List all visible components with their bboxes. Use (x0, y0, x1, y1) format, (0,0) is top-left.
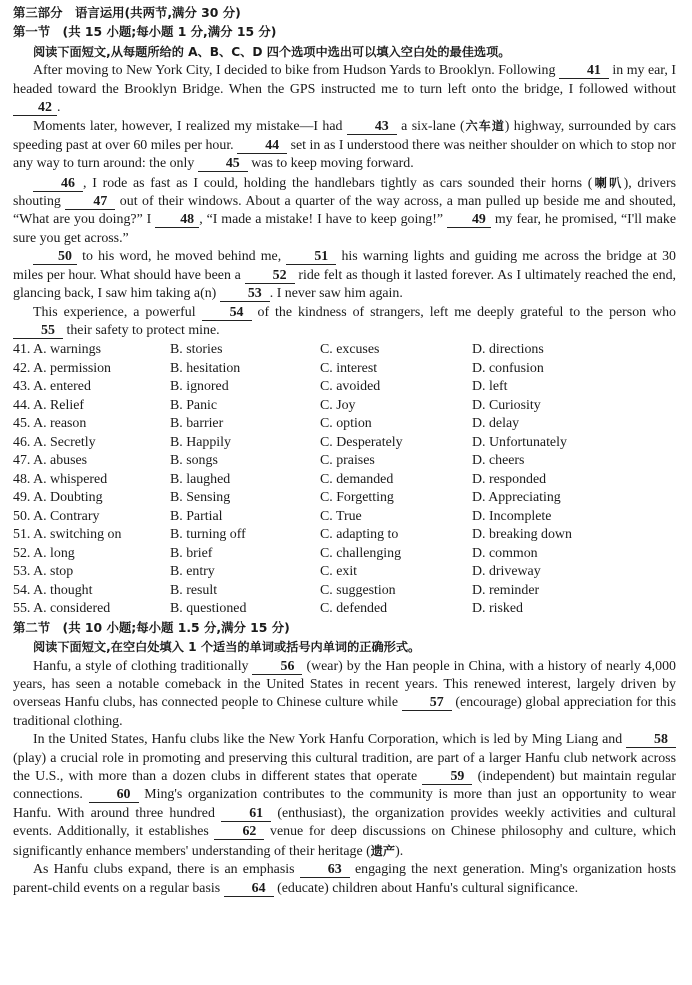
option-row (13, 452, 673, 471)
text: Ming's organization contributes to the community is more than just an opportunity to wear Hanfu. With around three hundred (13, 787, 677, 821)
option-53-c[interactable]: C. exit (320, 564, 358, 580)
option-45-b[interactable]: B. barrier (170, 416, 224, 432)
gloss-text: 遗产 (370, 843, 396, 858)
option-row (13, 526, 673, 545)
blank-48[interactable]: 48 (155, 212, 199, 228)
text: , “I made a mistake! I have to keep going!” (199, 212, 447, 228)
blank-51[interactable]: 51 (286, 249, 336, 265)
blank-41[interactable]: 41 (559, 63, 609, 79)
option-42-a[interactable]: 42. A. permission (13, 360, 112, 376)
text: Moments later, however, I realized my mistake—I had (33, 119, 347, 135)
blank-54[interactable]: 54 (202, 305, 252, 321)
option-54-d[interactable]: D. reminder (472, 582, 540, 598)
passage1-paragraph-5 (13, 304, 676, 341)
option-43-c[interactable]: C. avoided (320, 379, 381, 395)
option-47-a[interactable]: 47. A. abuses (13, 453, 88, 469)
option-row (13, 582, 673, 601)
text: out of their windows. About a quarter of the way across, a man pulled up beside me and shouted, “What are you doing?” I (13, 194, 676, 228)
text: was to keep moving forward. (247, 156, 414, 172)
option-44-b[interactable]: B. Panic (170, 397, 218, 413)
option-53-a[interactable]: 53. A. stop (13, 564, 74, 580)
blank-64[interactable]: 64 (224, 881, 274, 897)
option-row (13, 471, 673, 490)
option-55-b[interactable]: B. questioned (170, 601, 247, 617)
option-45-d[interactable]: D. delay (472, 416, 520, 432)
text: my fear, he promised, “I'll make sure you get across.” (13, 212, 676, 246)
gloss-text: 六车道 (464, 119, 505, 134)
passage2-paragraph-1 (13, 658, 676, 732)
option-44-d[interactable]: D. Curiosity (472, 397, 541, 413)
option-row (13, 360, 673, 379)
text: (play) a crucial role in promoting and preserving this cultural tradition, are part of a larger Hanfu club network across the U.S., with more than a dozen clubs in different states that operate (13, 750, 676, 785)
text: a six-lane ( (396, 119, 465, 135)
option-46-d[interactable]: D. Unfortunately (472, 434, 567, 450)
text: , I rode as fast as I could, holding the handlebars tightly as cars sounded their horns ( (83, 175, 593, 191)
option-52-d[interactable]: D. common (472, 545, 538, 561)
blank-44[interactable]: 44 (237, 138, 287, 154)
option-48-c[interactable]: C. demanded (320, 471, 394, 487)
option-50-d[interactable]: D. Incomplete (472, 508, 552, 524)
section1-instructions (13, 43, 676, 62)
option-row (13, 563, 673, 582)
blank-60[interactable]: 60 (89, 787, 139, 803)
options-table (13, 341, 673, 619)
option-row (13, 378, 673, 397)
text: his warning lights and guiding me across the bridge at 30 miles per hour. What should have been a (13, 249, 676, 283)
option-47-c[interactable]: C. praises (320, 453, 375, 469)
option-53-b[interactable]: B. entry (170, 564, 215, 580)
option-49-c[interactable]: C. Forgetting (320, 490, 394, 506)
section2-instructions (13, 638, 676, 657)
option-row (13, 600, 673, 619)
option-55-c[interactable]: C. defended (320, 601, 388, 617)
section2-instructions-text: 阅读下面短文,在空白处填入 1 个适当的单词或括号内单词的正确形式。 (33, 640, 421, 655)
text: ). (395, 843, 404, 859)
blank-58[interactable]: 58 (626, 732, 676, 748)
text: set in as I understood there was neither shoulder on which to stop nor any way to turn around: the only (13, 137, 676, 172)
option-row (13, 489, 673, 508)
option-41-a[interactable]: 41. A. warnings (13, 342, 101, 358)
text: Hanfu, a style of clothing traditionally (33, 658, 253, 674)
option-47-b[interactable]: B. songs (170, 453, 218, 469)
option-row (13, 397, 673, 416)
blank-49[interactable]: 49 (447, 212, 491, 228)
option-row (13, 415, 673, 434)
option-49-d[interactable]: D. Appreciating (472, 490, 561, 506)
option-52-a[interactable]: 52. A. long (13, 545, 75, 561)
text: . (57, 100, 61, 116)
option-row (13, 508, 673, 527)
option-49-b[interactable]: B. Sensing (170, 490, 231, 506)
option-48-d[interactable]: D. responded (472, 471, 547, 487)
options-table-body (13, 341, 673, 619)
option-54-a[interactable]: 54. A. thought (13, 582, 93, 598)
text: (independent) but maintain regular connections. (13, 769, 677, 803)
text: ride felt as though it lasted forever. As I ultimately reached the end, glancing back, I saw him taking a(n) (13, 267, 676, 302)
option-41-d[interactable]: D. directions (472, 342, 544, 358)
option-52-c[interactable]: C. challenging (320, 545, 402, 561)
part-title (13, 4, 676, 23)
option-42-b[interactable]: B. hesitation (170, 360, 241, 376)
option-row (13, 545, 673, 564)
text: As Hanfu clubs expand, there is an emphasis (33, 862, 300, 878)
option-41-c[interactable]: C. excuses (320, 342, 380, 358)
passage1-paragraph-3 (13, 174, 676, 249)
text: After moving to New York City, I decided to bike from Hudson Yards to Brooklyn. Following (33, 63, 559, 79)
option-51-c[interactable]: C. adapting to (320, 527, 399, 543)
option-48-a[interactable]: 48. A. whispered (13, 471, 108, 487)
option-50-a[interactable]: 50. A. Contrary (13, 508, 100, 524)
passage1-paragraph-2 (13, 117, 676, 173)
text: ), drivers shouting (13, 175, 676, 210)
option-row (13, 434, 673, 453)
blank-45[interactable]: 45 (198, 156, 248, 172)
option-49-a[interactable]: 49. A. Doubting (13, 490, 103, 506)
option-53-d[interactable]: D. driveway (472, 564, 541, 580)
text: their safety to protect mine. (63, 322, 220, 338)
passage2-paragraph-3 (13, 861, 676, 898)
blank-42[interactable]: 42 (13, 100, 57, 116)
blank-53[interactable]: 53 (220, 286, 270, 302)
section1-header (13, 23, 676, 42)
option-46-c[interactable]: C. Desperately (320, 434, 403, 450)
passage2-paragraph-2 (13, 731, 676, 861)
option-43-b[interactable]: B. ignored (170, 379, 229, 395)
option-43-d[interactable]: D. left (472, 379, 508, 395)
section2-header (13, 619, 676, 638)
text: (enthusiast), the organization provides weekly activities and cultural events. Additionally, it establishes (13, 805, 676, 840)
option-46-a[interactable]: 46. A. Secretly (13, 434, 96, 450)
text: (encourage) global appreciation for this traditional clothing. (13, 695, 676, 729)
option-50-c[interactable]: C. True (320, 508, 362, 524)
option-45-a[interactable]: 45. A. reason (13, 416, 87, 432)
blank-55[interactable]: 55 (13, 323, 63, 339)
section2-header-text: 第二节 (共 10 小题;每小题 1.5 分,满分 15 分) (13, 619, 290, 635)
blank-63[interactable]: 63 (300, 862, 350, 878)
option-50-b[interactable]: B. Partial (170, 508, 223, 524)
section1-header-text: 第一节 (共 15 小题;每小题 1 分,满分 15 分) (13, 24, 277, 40)
text: to his word, he moved behind me, (77, 249, 287, 265)
option-51-a[interactable]: 51. A. switching on (13, 527, 122, 543)
blank-56[interactable]: 56 (252, 659, 302, 675)
option-44-a[interactable]: 44. A. Relief (13, 397, 84, 413)
text: . I never saw him again. (269, 286, 403, 302)
option-42-c[interactable]: C. interest (320, 360, 378, 376)
text: in my ear, I headed toward the Brooklyn Bridge. When the GPS instructed me to turn left onto the bridge, I followed without (13, 63, 676, 97)
option-43-a[interactable]: 43. A. entered (13, 379, 91, 395)
text: (wear) by the Han people in China, with a history of nearly 4,000 years, has seen a notable comeback in the United States in recent years. This renewed interest, largely driven by overseas Hanfu clubs, has connected people to Chinese culture while (13, 658, 676, 711)
option-55-a[interactable]: 55. A. considered (13, 601, 111, 617)
option-54-b[interactable]: B. result (170, 582, 218, 598)
blank-47[interactable]: 47 (65, 194, 115, 210)
passage1-paragraph-1 (13, 62, 676, 117)
option-55-d[interactable]: D. risked (472, 601, 523, 617)
text: of the kindness of strangers, left me deeply grateful to the person who (251, 304, 676, 320)
option-45-c[interactable]: C. option (320, 416, 372, 432)
section1-instructions-text: 阅读下面短文,从每题所给的 A、B、C、D 四个选项中选出可以填入空白处的最佳选项。 (33, 44, 511, 59)
option-51-d[interactable]: D. breaking down (472, 527, 572, 543)
option-51-b[interactable]: B. turning off (170, 527, 246, 543)
blank-62[interactable]: 62 (214, 824, 264, 840)
option-47-d[interactable]: D. cheers (472, 453, 525, 469)
text: ) highway, surrounded by cars speeding past at over 60 miles per hour. (13, 119, 677, 153)
text: venue for deep discussions on Chinese philosophy and culture, which significantly enhance members' understanding of their heritage ( (13, 824, 676, 859)
blank-43[interactable]: 43 (347, 119, 397, 135)
gloss-text: 喇叭 (592, 175, 624, 190)
blank-57[interactable]: 57 (402, 695, 452, 711)
passage1-paragraph-4 (13, 248, 676, 303)
option-46-b[interactable]: B. Happily (170, 434, 231, 450)
option-42-d[interactable]: D. confusion (472, 360, 544, 376)
blank-61[interactable]: 61 (221, 806, 271, 822)
option-44-c[interactable]: C. Joy (320, 397, 356, 413)
text: This experience, a powerful (33, 304, 202, 320)
option-row (13, 341, 673, 360)
option-41-b[interactable]: B. stories (170, 342, 223, 358)
text: In the United States, Hanfu clubs like the New York Hanfu Corporation, which is led by Ming Liang and (33, 732, 626, 748)
text: engaging the next generation. Ming's organization hosts parent-child events on a regular basis (13, 862, 677, 896)
blank-46[interactable]: 46 (33, 176, 83, 192)
text: (educate) children about Hanfu's cultural significance. (273, 880, 579, 896)
blank-59[interactable]: 59 (422, 769, 472, 785)
option-52-b[interactable]: B. brief (170, 545, 213, 561)
blank-50[interactable]: 50 (33, 249, 77, 265)
part-title-text: 第三部分 语言运用(共两节,满分 30 分) (13, 5, 241, 20)
blank-52[interactable]: 52 (245, 268, 295, 284)
option-54-c[interactable]: C. suggestion (320, 582, 396, 598)
option-48-b[interactable]: B. laughed (170, 471, 231, 487)
